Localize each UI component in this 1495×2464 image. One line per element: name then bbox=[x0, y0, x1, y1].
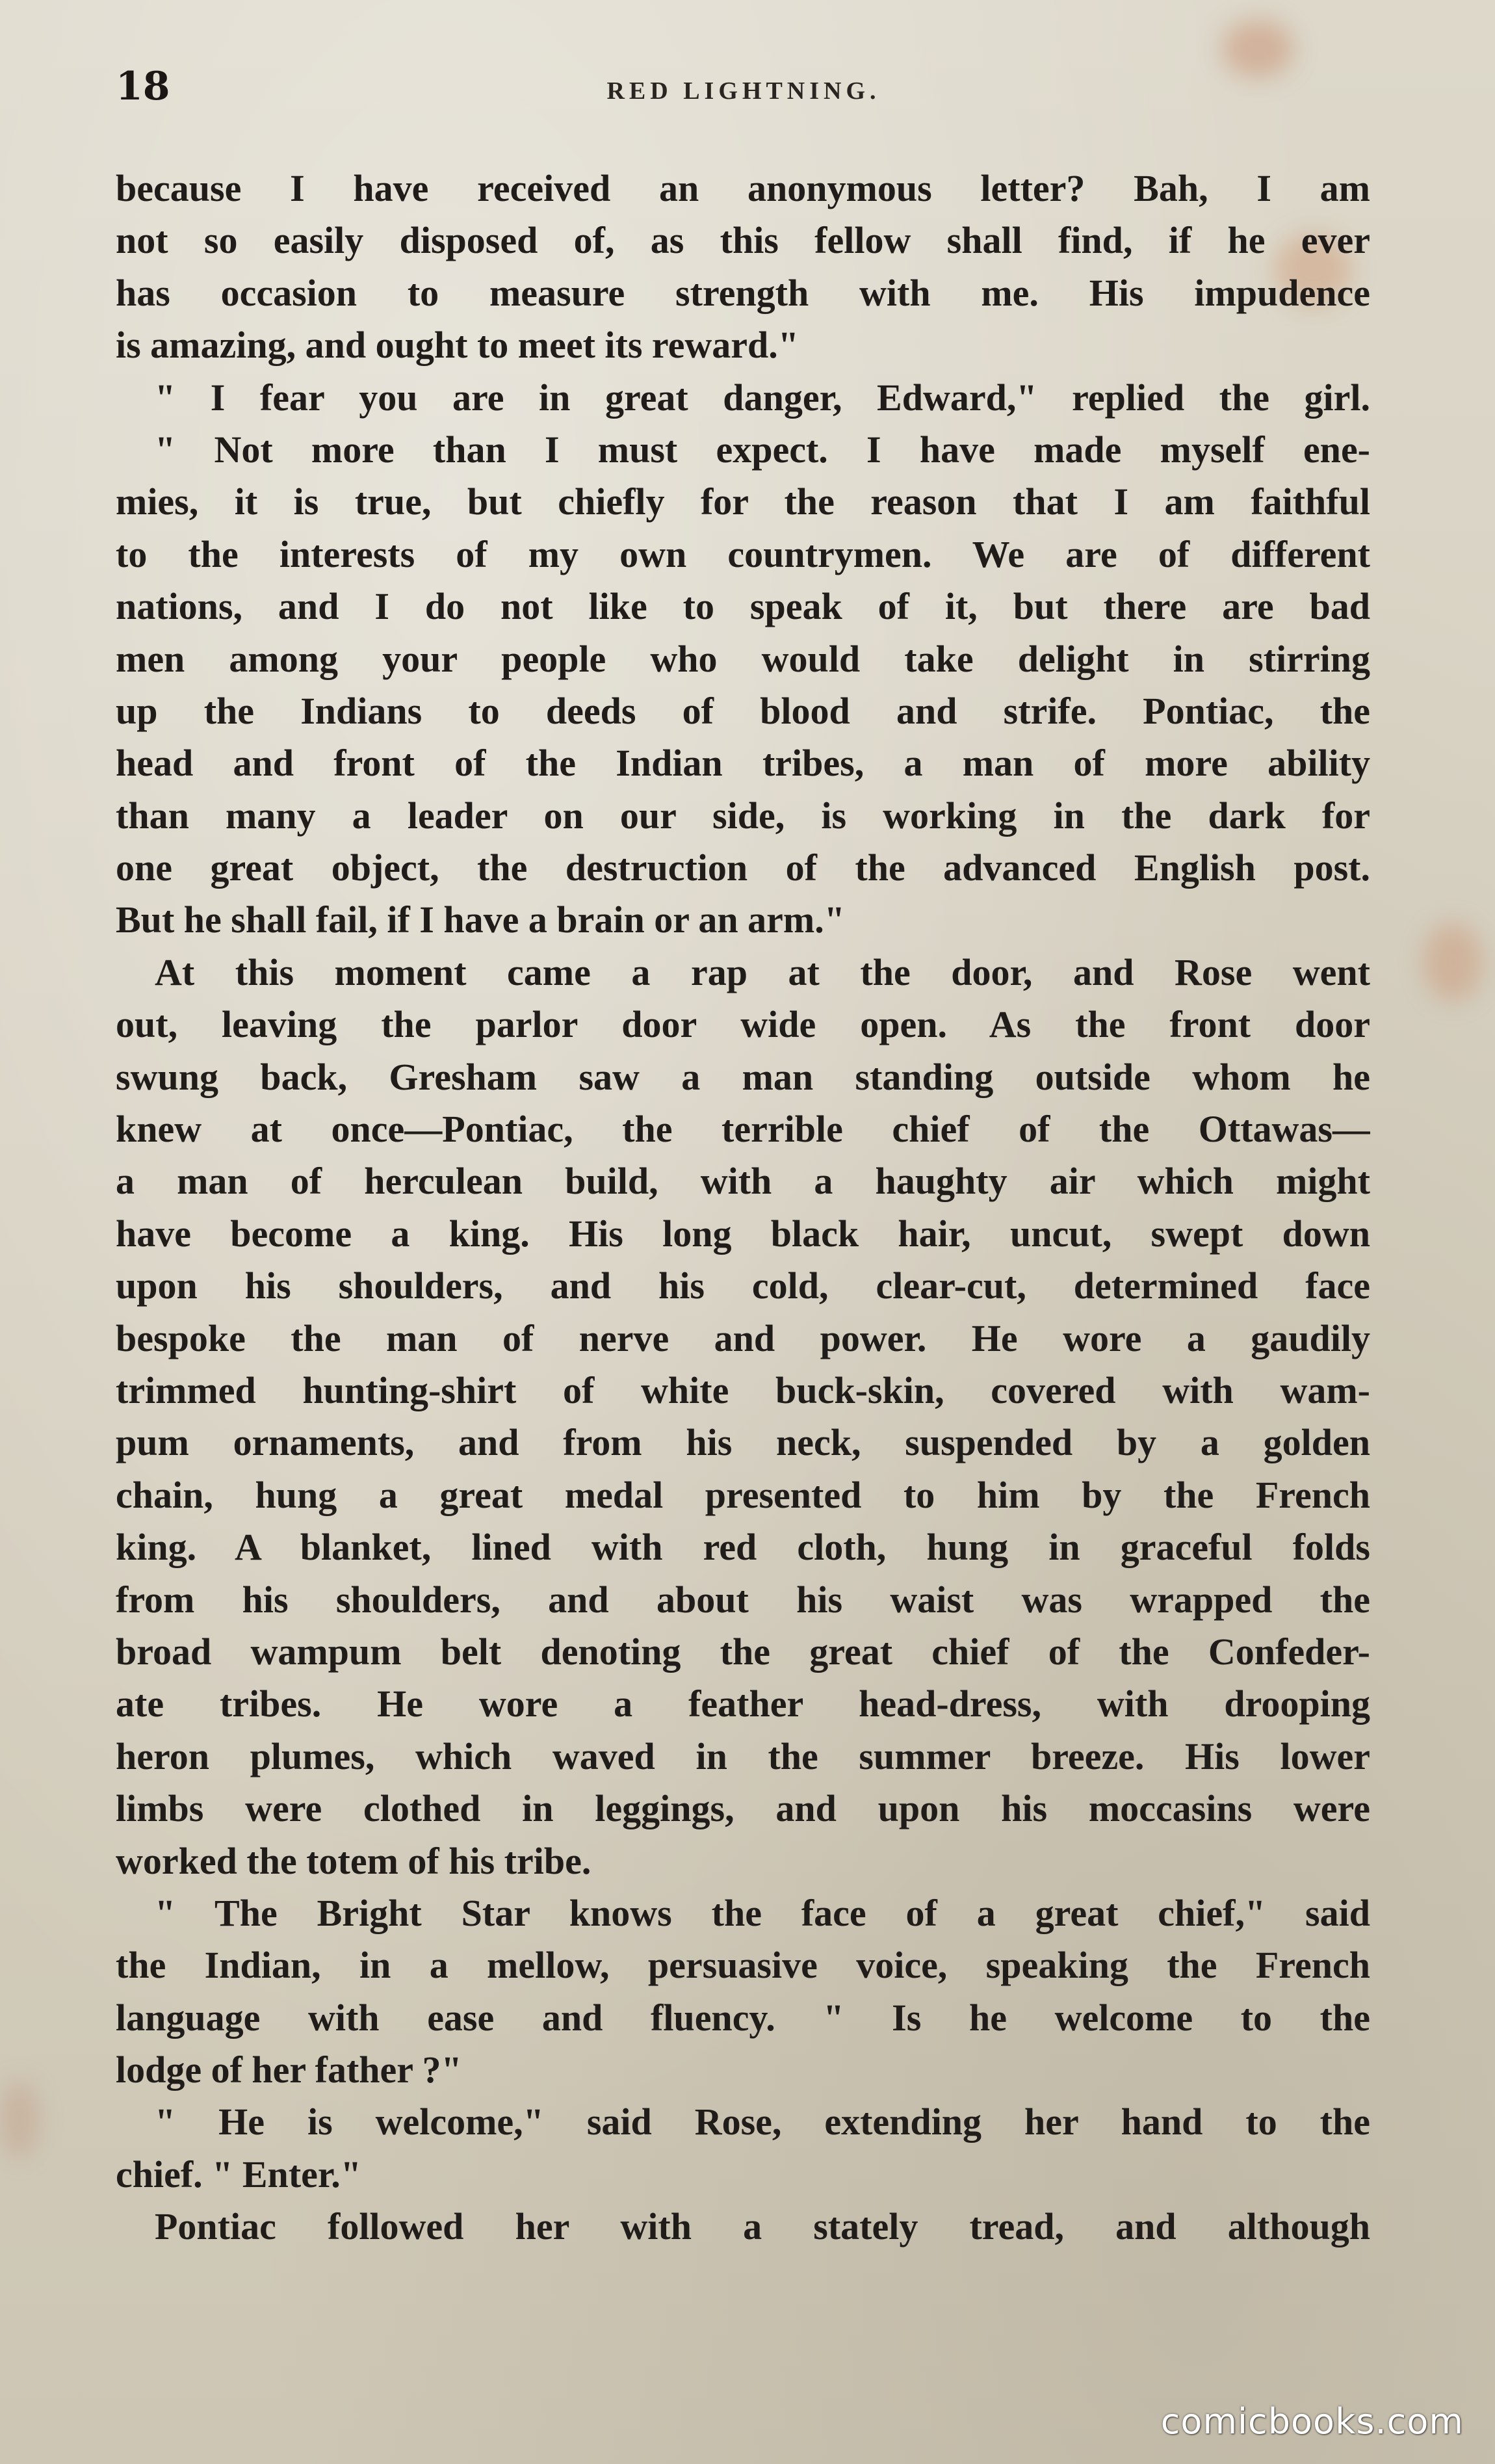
text-line: pum ornaments, and from his neck, suspended by a golden bbox=[116, 1421, 1370, 1464]
text-line: chief. " Enter." bbox=[116, 2153, 361, 2195]
text-line: because I have received an anonymous letter? Bah, I am bbox=[116, 167, 1370, 209]
text-line: limbs were clothed in leggings, and upon his moccasins were bbox=[116, 1787, 1370, 1830]
text-line: nations, and I do not like to speak of it, but there are bad bbox=[116, 585, 1370, 628]
text-line: a man of herculean build, with a haughty air which might bbox=[116, 1160, 1370, 1203]
text-line: to the interests of my own countrymen. We are of different bbox=[116, 532, 1370, 575]
text-line: chain, hung a great medal presented to him by the French bbox=[116, 1473, 1370, 1516]
text-line: heron plumes, which waved in the summer breeze. His lower bbox=[116, 1735, 1370, 1777]
text-line: the Indian, in a mellow, persuasive voice, speaking the French bbox=[116, 1944, 1370, 1987]
text-line: broad wampum belt denoting the great chief of the Confeder- bbox=[116, 1630, 1370, 1673]
text-line: trimmed hunting-shirt of white buck-skin, covered with wam- bbox=[116, 1369, 1370, 1411]
text-line: bespoke the man of nerve and power. He wore a gaudily bbox=[116, 1317, 1370, 1359]
text-line: is amazing, and ought to meet its reward." bbox=[116, 324, 799, 367]
text-line: lodge of her father ?" bbox=[116, 2049, 462, 2091]
text-line: worked the totem of his tribe. bbox=[116, 1839, 592, 1882]
text-line: " I fear you are in great danger, Edward," replied the girl. bbox=[155, 376, 1370, 419]
text-line: But he shall fail, if I have a brain or an arm." bbox=[116, 898, 845, 941]
text-line: up the Indians to deeds of blood and strife. Pontiac, the bbox=[116, 689, 1370, 732]
text-line: Pontiac followed her with a stately tread, and although bbox=[155, 2205, 1370, 2248]
text-line: ate tribes. He wore a feather head-dress, with drooping bbox=[116, 1683, 1370, 1725]
watermark: comicbooks.com bbox=[1160, 2401, 1464, 2442]
text-line: men among your people who would take delight in stirring bbox=[116, 637, 1370, 680]
page-header bbox=[116, 64, 1372, 116]
text-line: one great object, the destruction of the advanced English post. bbox=[116, 846, 1370, 889]
text-line: " He is welcome," said Rose, extending her hand to the bbox=[155, 2101, 1370, 2143]
text-line: than many a leader on our side, is working in the dark for bbox=[116, 794, 1370, 837]
text-line: upon his shoulders, and his cold, clear-cut, determined face bbox=[116, 1265, 1370, 1307]
running-head: RED LIGHTNING. bbox=[606, 77, 881, 105]
stain-right-edge bbox=[1424, 923, 1482, 1001]
text-line: language with ease and fluency. " Is he welcome to the bbox=[116, 1996, 1370, 2039]
text-line: king. A blanket, lined with red cloth, hung in graceful folds bbox=[116, 1526, 1370, 1569]
text-line: not so easily disposed of, as this fellow shall find, if he ever bbox=[116, 219, 1370, 262]
text-line: " The Bright Star knows the face of a great chief," said bbox=[155, 1891, 1370, 1934]
text-line: At this moment came a rap at the door, and Rose went bbox=[155, 950, 1370, 993]
text-line: head and front of the Indian tribes, a man of more ability bbox=[116, 742, 1370, 785]
text-line: has occasion to measure strength with me. His impudence bbox=[116, 271, 1370, 314]
page-number: 18 bbox=[116, 64, 170, 109]
stain-left-edge bbox=[0, 2080, 39, 2158]
text-line: out, leaving the parlor door wide open. As the front door bbox=[116, 1003, 1370, 1046]
text-line: knew at once—Pontiac, the terrible chief of the Ottawas— bbox=[116, 1108, 1370, 1151]
text-line: swung back, Gresham saw a man standing outside whom he bbox=[116, 1055, 1370, 1098]
text-line: from his shoulders, and about his waist was wrapped the bbox=[116, 1578, 1370, 1621]
text-line: mies, it is true, but chiefly for the reason that I am faithful bbox=[116, 480, 1370, 523]
text-line: have become a king. His long black hair, uncut, swept down bbox=[116, 1212, 1370, 1255]
text-line: " Not more than I must expect. I have made myself ene- bbox=[155, 428, 1370, 471]
body-text bbox=[116, 163, 1370, 2253]
